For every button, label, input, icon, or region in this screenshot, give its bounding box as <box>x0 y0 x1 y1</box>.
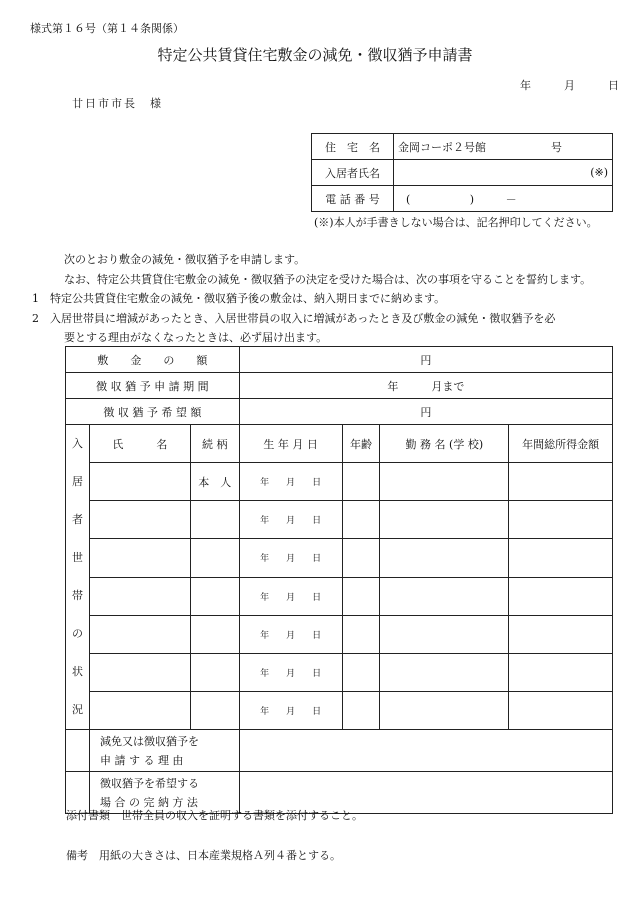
income-cell[interactable] <box>509 653 613 691</box>
main-table <box>65 346 613 814</box>
period-label: 徴 収 猶 予 申 請 期 間 <box>66 373 240 399</box>
birth-cell[interactable]: 年 月 日 <box>239 539 342 577</box>
name-field[interactable] <box>394 160 613 186</box>
relation-cell[interactable] <box>190 653 239 691</box>
remark-note: 備考 用紙の大きさは、日本産業規格Ａ列４番とする。 <box>66 849 341 862</box>
work-cell[interactable] <box>380 577 509 615</box>
relation-cell[interactable] <box>190 539 239 577</box>
member-name-cell[interactable] <box>89 653 190 691</box>
work-cell[interactable] <box>380 463 509 501</box>
room-suffix: 号 <box>551 140 562 154</box>
income-cell[interactable] <box>509 691 613 729</box>
work-cell[interactable] <box>380 653 509 691</box>
housing-label: 住 宅 名 <box>312 134 394 160</box>
work-cell[interactable] <box>380 615 509 653</box>
member-name-cell[interactable] <box>89 463 190 501</box>
member-name-cell[interactable] <box>89 501 190 539</box>
period-field[interactable] <box>239 373 612 399</box>
reason-label: 減免又は徴収猶予を 申 請 す る 理 由 <box>89 730 239 772</box>
table-row <box>66 577 613 615</box>
method-label: 徴収猶予を希望する 場 合 の 完 納 方 法 <box>89 772 239 814</box>
member-name-cell[interactable] <box>89 577 190 615</box>
form-number: 様式第１６号（第１４条関係） <box>30 22 184 35</box>
name-mark: (※) <box>590 166 608 179</box>
date-line <box>520 77 619 93</box>
relation-cell <box>190 463 239 501</box>
applicant-table <box>311 133 613 212</box>
deposit-field[interactable] <box>239 347 612 373</box>
work-cell[interactable] <box>380 501 509 539</box>
income-cell[interactable] <box>509 501 613 539</box>
page-title: 特定公共賃貸住宅敷金の減免・徴収猶予申請書 <box>157 46 473 64</box>
birth-cell[interactable]: 年 月 日 <box>239 691 342 729</box>
date-month: 月 <box>564 79 575 92</box>
age-cell[interactable] <box>342 539 380 577</box>
birth-cell[interactable]: 年 月 日 <box>239 577 342 615</box>
age-cell[interactable] <box>342 691 380 729</box>
deposit-label: 敷 金 の 額 <box>66 347 240 373</box>
household-side-label: 入 居 者 世 帯 の 状 況 <box>66 425 90 730</box>
amount-field[interactable] <box>239 399 612 425</box>
birth-cell[interactable]: 年 月 日 <box>239 653 342 691</box>
housing-field[interactable] <box>394 134 613 160</box>
birth-cell[interactable]: 年 月 日 <box>239 501 342 539</box>
relation-cell[interactable] <box>190 501 239 539</box>
phone-open: ( <box>406 192 411 206</box>
date-year: 年 <box>520 79 531 92</box>
pledge-2b: 要とする理由がなくなったときは、必ず届け出ます。 <box>64 331 328 344</box>
age-cell[interactable] <box>342 577 380 615</box>
relation-cell[interactable] <box>190 615 239 653</box>
amount-unit: 円 <box>420 405 432 419</box>
work-cell[interactable] <box>380 691 509 729</box>
member-name-cell[interactable] <box>89 691 190 729</box>
income-cell[interactable] <box>509 539 613 577</box>
header-birth: 生 年 月 日 <box>239 425 342 463</box>
date-day: 日 <box>608 79 619 92</box>
age-cell[interactable] <box>342 615 380 653</box>
intro-line-2: なお、特定公共賃貸住宅敷金の減免・徴収猶予の決定を受けた場合は、次の事項を守ることを誓約します。 <box>64 273 592 286</box>
table-row <box>66 653 613 691</box>
work-cell[interactable] <box>380 539 509 577</box>
self-label: 本 人 <box>198 475 232 489</box>
birth-cell[interactable]: 年 月 日 <box>239 463 342 501</box>
amount-label: 徴 収 猶 予 希 望 額 <box>66 399 240 425</box>
phone-label: 電 話 番 号 <box>312 186 394 212</box>
pledge-2a: 2 入居世帯員に増減があったとき、入居世帯員の収入に増減があったとき及び敷金の減免・徴収猶予を必 <box>32 312 556 325</box>
birth-cell[interactable]: 年 月 日 <box>239 615 342 653</box>
phone-dash: － <box>505 192 517 206</box>
header-name: 氏 名 <box>89 425 190 463</box>
income-cell[interactable] <box>509 463 613 501</box>
age-cell[interactable] <box>342 463 380 501</box>
header-work: 勤 務 名 (学 校) <box>380 425 509 463</box>
phone-close: ) <box>469 192 475 206</box>
attachment-note: 添付書類 世帯全員の収入を証明する書類を添付すること。 <box>66 809 363 822</box>
relation-cell[interactable] <box>190 577 239 615</box>
table-row <box>66 463 613 501</box>
age-cell[interactable] <box>342 501 380 539</box>
header-relation: 続 柄 <box>190 425 239 463</box>
member-name-cell[interactable] <box>89 539 190 577</box>
period-value: 年 月まで <box>387 379 465 393</box>
addressee: 廿日市市長 様 <box>72 97 163 110</box>
header-income: 年間総所得金額 <box>509 425 613 463</box>
age-cell[interactable] <box>342 653 380 691</box>
income-cell[interactable] <box>509 577 613 615</box>
table-row <box>66 501 613 539</box>
deposit-unit: 円 <box>420 353 432 367</box>
table-row <box>66 615 613 653</box>
stamp-note: (※)本人が手書きしない場合は、記名押印してください。 <box>314 216 598 229</box>
header-age: 年齢 <box>342 425 380 463</box>
housing-value: 金岡コーポ２号館 <box>398 140 486 154</box>
table-row <box>66 539 613 577</box>
income-cell[interactable] <box>509 615 613 653</box>
relation-cell[interactable] <box>190 691 239 729</box>
phone-field[interactable] <box>394 186 613 212</box>
reason-field[interactable] <box>239 730 612 772</box>
pledge-1: 1 特定公共賃貸住宅敷金の減免・徴収猶予後の敷金は、納入期日までに納めます。 <box>32 292 446 305</box>
name-label: 入居者氏名 <box>312 160 394 186</box>
intro-line-1: 次のとおり敷金の減免・徴収猶予を申請します。 <box>64 253 306 266</box>
member-name-cell[interactable] <box>89 615 190 653</box>
table-row <box>66 691 613 729</box>
